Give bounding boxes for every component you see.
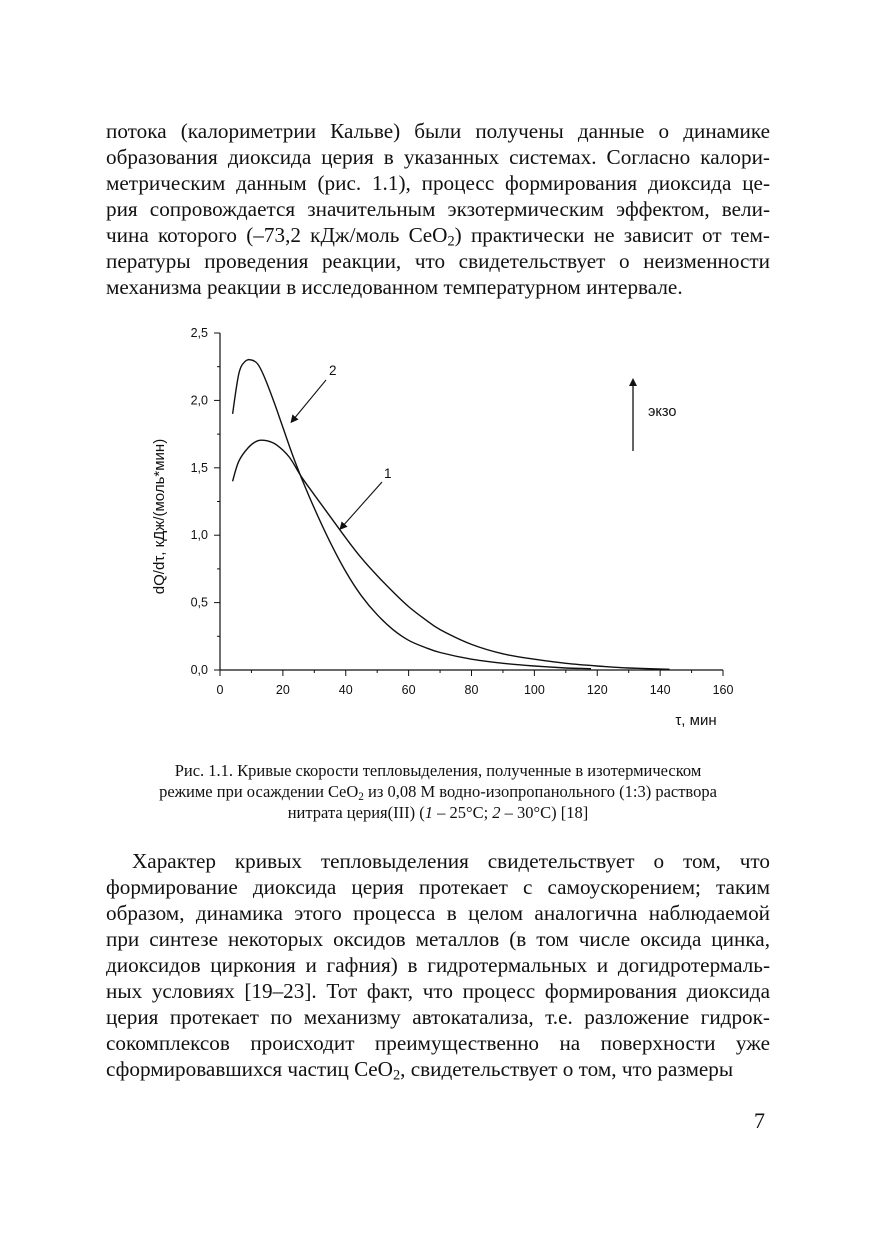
text-line: церия протекает по механизму автокатализа, т.е. разложение гидрок-: [106, 1005, 770, 1029]
text-run: из 0,08 М водно-изопропанольного (1:3) раствора: [363, 782, 717, 801]
chart-series: [233, 360, 670, 670]
subscript: 2: [392, 1067, 401, 1084]
subscript: 2: [358, 790, 364, 803]
y-tick-label: 2,5: [190, 326, 208, 340]
text-line: рия сопровождается значительным экзотермическим эффектом, вели-: [106, 197, 770, 221]
page-number: 7: [754, 1108, 765, 1133]
figure-caption: [110, 760, 766, 823]
text-run: – 30°C) [18]: [500, 803, 589, 822]
paragraph-bottom: [106, 848, 770, 1082]
y-tick-label: 2,0: [190, 393, 208, 408]
text-run: – 25°C;: [432, 803, 493, 822]
series-2-label: 2: [329, 363, 337, 378]
chart-axes: [220, 333, 723, 670]
heat-release-chart: [130, 320, 750, 740]
exo-label: экзо: [648, 404, 677, 420]
x-tick-label: 0: [216, 683, 224, 697]
text-line: образования диоксида церия в указанных системах. Согласно калори-: [106, 145, 770, 169]
text-line: потока (калориметрии Кальве) были получены данные о динамике: [106, 119, 770, 143]
text-line: диоксидов циркония и гафния) в гидротермальных и догидротермаль-: [106, 953, 770, 977]
text-run: режиме при осаждении CeO: [159, 782, 359, 801]
x-tick-label: 20: [275, 683, 290, 697]
text-run: , свидетельствует о том, что размеры: [400, 1057, 734, 1081]
x-tick-label: 120: [586, 683, 608, 697]
series-2-line: [233, 360, 591, 669]
x-tick-label: 40: [338, 683, 353, 697]
subscript: 2: [447, 233, 455, 250]
x-tick-label: 100: [523, 683, 545, 697]
chart-ticks: [191, 326, 734, 697]
y-axis-label: dQ/dτ, кДж/(моль*мин): [151, 438, 168, 595]
series-1-label: 1: [384, 466, 392, 481]
text-line: [106, 1056, 770, 1082]
text-line: сокомплексов происходит преимущественно на поверхности уже: [106, 1031, 770, 1055]
series-1-line: [233, 440, 670, 669]
series-1-pointer: [342, 482, 382, 527]
text-line: механизма реакции в исследованном температурном интервале.: [106, 275, 683, 299]
paragraph-top: [106, 118, 770, 300]
y-tick-label: 1,0: [190, 528, 208, 543]
text-line: ных условиях [19–23]. Тот факт, что процесс формирования диоксида: [106, 979, 770, 1003]
text-run: ) практически не зависит от тем-: [454, 223, 770, 247]
series-2-pointer: [293, 380, 326, 420]
text-run: сформировавшихся частиц CeO: [106, 1057, 393, 1081]
text-line: пературы проведения реакции, что свидетельствует о неизменности: [106, 249, 770, 273]
text-line: образом, динамика этого процесса в целом аналогична наблюдаемой: [106, 901, 770, 925]
y-tick-label: 0,5: [190, 595, 208, 610]
italic-run: 2: [492, 803, 501, 822]
text-line: метрическим данным (рис. 1.1), процесс формирования диоксида це-: [106, 171, 770, 195]
text-line: при синтезе некоторых оксидов металлов (в том числе оксида цинка,: [106, 927, 770, 951]
text-run: нитрата церия(III) (: [287, 803, 425, 822]
x-axis-label: τ, мин: [675, 712, 717, 729]
italic-run: 1: [424, 803, 433, 822]
text-line: Характер кривых тепловыделения свидетельствует о том, что: [132, 849, 770, 873]
x-tick-label: 160: [712, 683, 734, 697]
caption-line: [110, 781, 766, 802]
y-tick-label: 0,0: [190, 663, 208, 677]
text-run: чина которого (–73,2 кДж/моль CeO: [106, 223, 448, 247]
y-tick-label: 1,5: [190, 460, 208, 475]
chart-labels: [151, 363, 717, 729]
caption-line: Рис. 1.1. Кривые скорости тепловыделения, полученные в изотермическом: [174, 761, 702, 780]
x-tick-label: 80: [464, 683, 479, 697]
caption-line: [110, 802, 766, 823]
text-line: формирование диоксида церия протекает с самоускорением; таким: [106, 875, 770, 899]
text-line: [106, 222, 770, 248]
x-tick-label: 140: [649, 683, 671, 697]
x-tick-label: 60: [401, 683, 416, 697]
